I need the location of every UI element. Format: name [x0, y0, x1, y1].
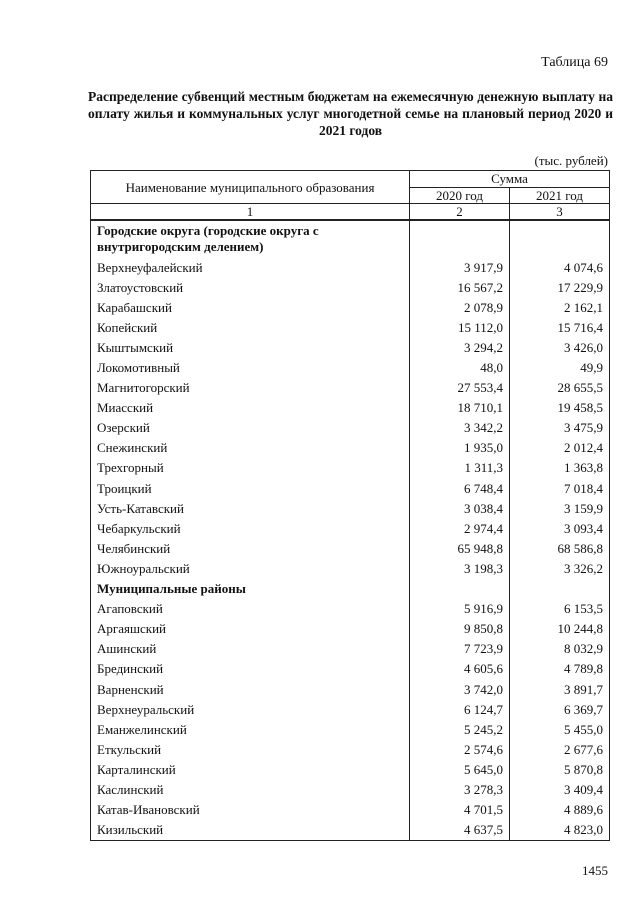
table-row: [91, 398, 610, 418]
table-row: [91, 257, 610, 277]
municipality-name: Озерский: [91, 418, 410, 438]
value-2020: 4 605,6: [410, 659, 510, 679]
table-row: [91, 679, 610, 699]
municipality-name: Аргаяшский: [91, 619, 410, 639]
municipality-name: Еткульский: [91, 739, 410, 759]
section-row: [91, 579, 610, 599]
value-2021: 4 823,0: [510, 820, 610, 841]
value-2021: 3 475,9: [510, 418, 610, 438]
municipality-name: Ашинский: [91, 639, 410, 659]
table-row: [91, 277, 610, 297]
municipality-name: Варненский: [91, 679, 410, 699]
municipality-name: Катав-Ивановский: [91, 800, 410, 820]
value-2021: 2 677,6: [510, 739, 610, 759]
table-row: [91, 719, 610, 739]
municipality-name: Магнитогорский: [91, 378, 410, 398]
value-2020: 5 916,9: [410, 599, 510, 619]
value-2020: 3 742,0: [410, 679, 510, 699]
municipality-name: Снежинский: [91, 438, 410, 458]
municipality-name: Карталинский: [91, 759, 410, 779]
table-row: [91, 498, 610, 518]
municipality-name: Верхнеуральский: [91, 699, 410, 719]
section-heading: Городские округа (городские округа с внутригородским делением): [91, 220, 410, 257]
table-row: [91, 297, 610, 317]
value-2021: 7 018,4: [510, 478, 610, 498]
value-2021: 6 369,7: [510, 699, 610, 719]
header-year-2021: 2021 год: [510, 187, 610, 204]
municipality-name: Локомотивный: [91, 357, 410, 377]
value-2020: [410, 220, 510, 257]
column-number-1: 1: [91, 204, 410, 221]
table-row: [91, 759, 610, 779]
value-2021: 8 032,9: [510, 639, 610, 659]
municipality-name: Златоустовский: [91, 277, 410, 297]
value-2020: 1 935,0: [410, 438, 510, 458]
municipality-name: Брединский: [91, 659, 410, 679]
table-row: [91, 820, 610, 841]
value-2020: 65 948,8: [410, 538, 510, 558]
value-2020: 5 645,0: [410, 759, 510, 779]
municipality-name: Карабашский: [91, 297, 410, 317]
table-row: [91, 699, 610, 719]
table-row: [91, 599, 610, 619]
value-2020: 7 723,9: [410, 639, 510, 659]
section-heading: Муниципальные районы: [91, 579, 410, 599]
value-2021: 5 870,8: [510, 759, 610, 779]
value-2020: 1 311,3: [410, 458, 510, 478]
municipality-name: Верхнеуфалейский: [91, 257, 410, 277]
table-row: [91, 659, 610, 679]
value-2020: 3 038,4: [410, 498, 510, 518]
value-2021: 19 458,5: [510, 398, 610, 418]
value-2021: 3 409,4: [510, 779, 610, 799]
municipality-name: Южноуральский: [91, 558, 410, 578]
value-2021: 10 244,8: [510, 619, 610, 639]
value-2020: 4 701,5: [410, 800, 510, 820]
value-2021: 4 889,6: [510, 800, 610, 820]
header-name-column: Наименование муниципального образования: [91, 171, 410, 204]
table-row: [91, 438, 610, 458]
value-2020: 2 574,6: [410, 739, 510, 759]
value-2021: 28 655,5: [510, 378, 610, 398]
value-2021: [510, 220, 610, 257]
value-2020: 3 342,2: [410, 418, 510, 438]
table-row: [91, 317, 610, 337]
municipality-name: Троицкий: [91, 478, 410, 498]
page-number: 1455: [582, 863, 608, 878]
value-2021: 17 229,9: [510, 277, 610, 297]
municipality-name: Копейский: [91, 317, 410, 337]
column-number-3: 3: [510, 204, 610, 221]
value-2021: 68 586,8: [510, 538, 610, 558]
value-2021: 3 159,9: [510, 498, 610, 518]
header-sum: Сумма: [410, 171, 610, 188]
table-row: [91, 337, 610, 357]
table-row: [91, 518, 610, 538]
value-2021: 3 891,7: [510, 679, 610, 699]
value-2020: 2 974,4: [410, 518, 510, 538]
value-2021: 6 153,5: [510, 599, 610, 619]
value-2021: 4 789,8: [510, 659, 610, 679]
table-row: [91, 619, 610, 639]
value-2021: 1 363,8: [510, 458, 610, 478]
value-2020: 3 198,3: [410, 558, 510, 578]
municipality-name: Кыштымский: [91, 337, 410, 357]
value-2020: 2 078,9: [410, 297, 510, 317]
table-row: [91, 779, 610, 799]
value-2020: 5 245,2: [410, 719, 510, 739]
value-2020: 4 637,5: [410, 820, 510, 841]
value-2020: 48,0: [410, 357, 510, 377]
section-row: [91, 220, 610, 257]
value-2020: 3 294,2: [410, 337, 510, 357]
table-row: [91, 478, 610, 498]
value-2020: [410, 579, 510, 599]
document-title: Распределение субвенций местным бюджетам на ежемесячную денежную выплату на оплату жилья и коммунальных услуг многодетной семье на плановый период 2020 и 2021 годов: [88, 89, 613, 138]
table-row: [91, 538, 610, 558]
table-row: [91, 378, 610, 398]
value-2021: 49,9: [510, 357, 610, 377]
value-2021: 15 716,4: [510, 317, 610, 337]
municipality-name: Трехгорный: [91, 458, 410, 478]
column-number-2: 2: [410, 204, 510, 221]
value-2020: 15 112,0: [410, 317, 510, 337]
municipality-name: Еманжелинский: [91, 719, 410, 739]
table-row: [91, 458, 610, 478]
value-2020: 27 553,4: [410, 378, 510, 398]
value-2021: 3 326,2: [510, 558, 610, 578]
value-2020: 9 850,8: [410, 619, 510, 639]
value-2020: 3 278,3: [410, 779, 510, 799]
municipality-name: Агаповский: [91, 599, 410, 619]
municipality-name: Чебаркульский: [91, 518, 410, 538]
municipality-name: Челябинский: [91, 538, 410, 558]
value-2021: 4 074,6: [510, 257, 610, 277]
value-2020: 16 567,2: [410, 277, 510, 297]
value-2020: 3 917,9: [410, 257, 510, 277]
municipality-name: Миасский: [91, 398, 410, 418]
value-2021: 2 162,1: [510, 297, 610, 317]
unit-label: (тыс. рублей): [534, 153, 608, 168]
value-2021: [510, 579, 610, 599]
table-row: [91, 418, 610, 438]
table-body: [91, 220, 610, 840]
value-2021: 3 426,0: [510, 337, 610, 357]
value-2021: 2 012,4: [510, 438, 610, 458]
table-row: [91, 639, 610, 659]
municipality-name: Кизильский: [91, 820, 410, 841]
value-2021: 3 093,4: [510, 518, 610, 538]
value-2020: 6 124,7: [410, 699, 510, 719]
subsidy-table: [90, 170, 610, 841]
municipality-name: Каслинский: [91, 779, 410, 799]
table-row: [91, 800, 610, 820]
municipality-name: Усть-Катавский: [91, 498, 410, 518]
value-2020: 6 748,4: [410, 478, 510, 498]
table-row: [91, 739, 610, 759]
header-year-2020: 2020 год: [410, 187, 510, 204]
value-2020: 18 710,1: [410, 398, 510, 418]
table-label: Таблица 69: [541, 55, 608, 70]
table-row: [91, 558, 610, 578]
value-2021: 5 455,0: [510, 719, 610, 739]
table-row: [91, 357, 610, 377]
